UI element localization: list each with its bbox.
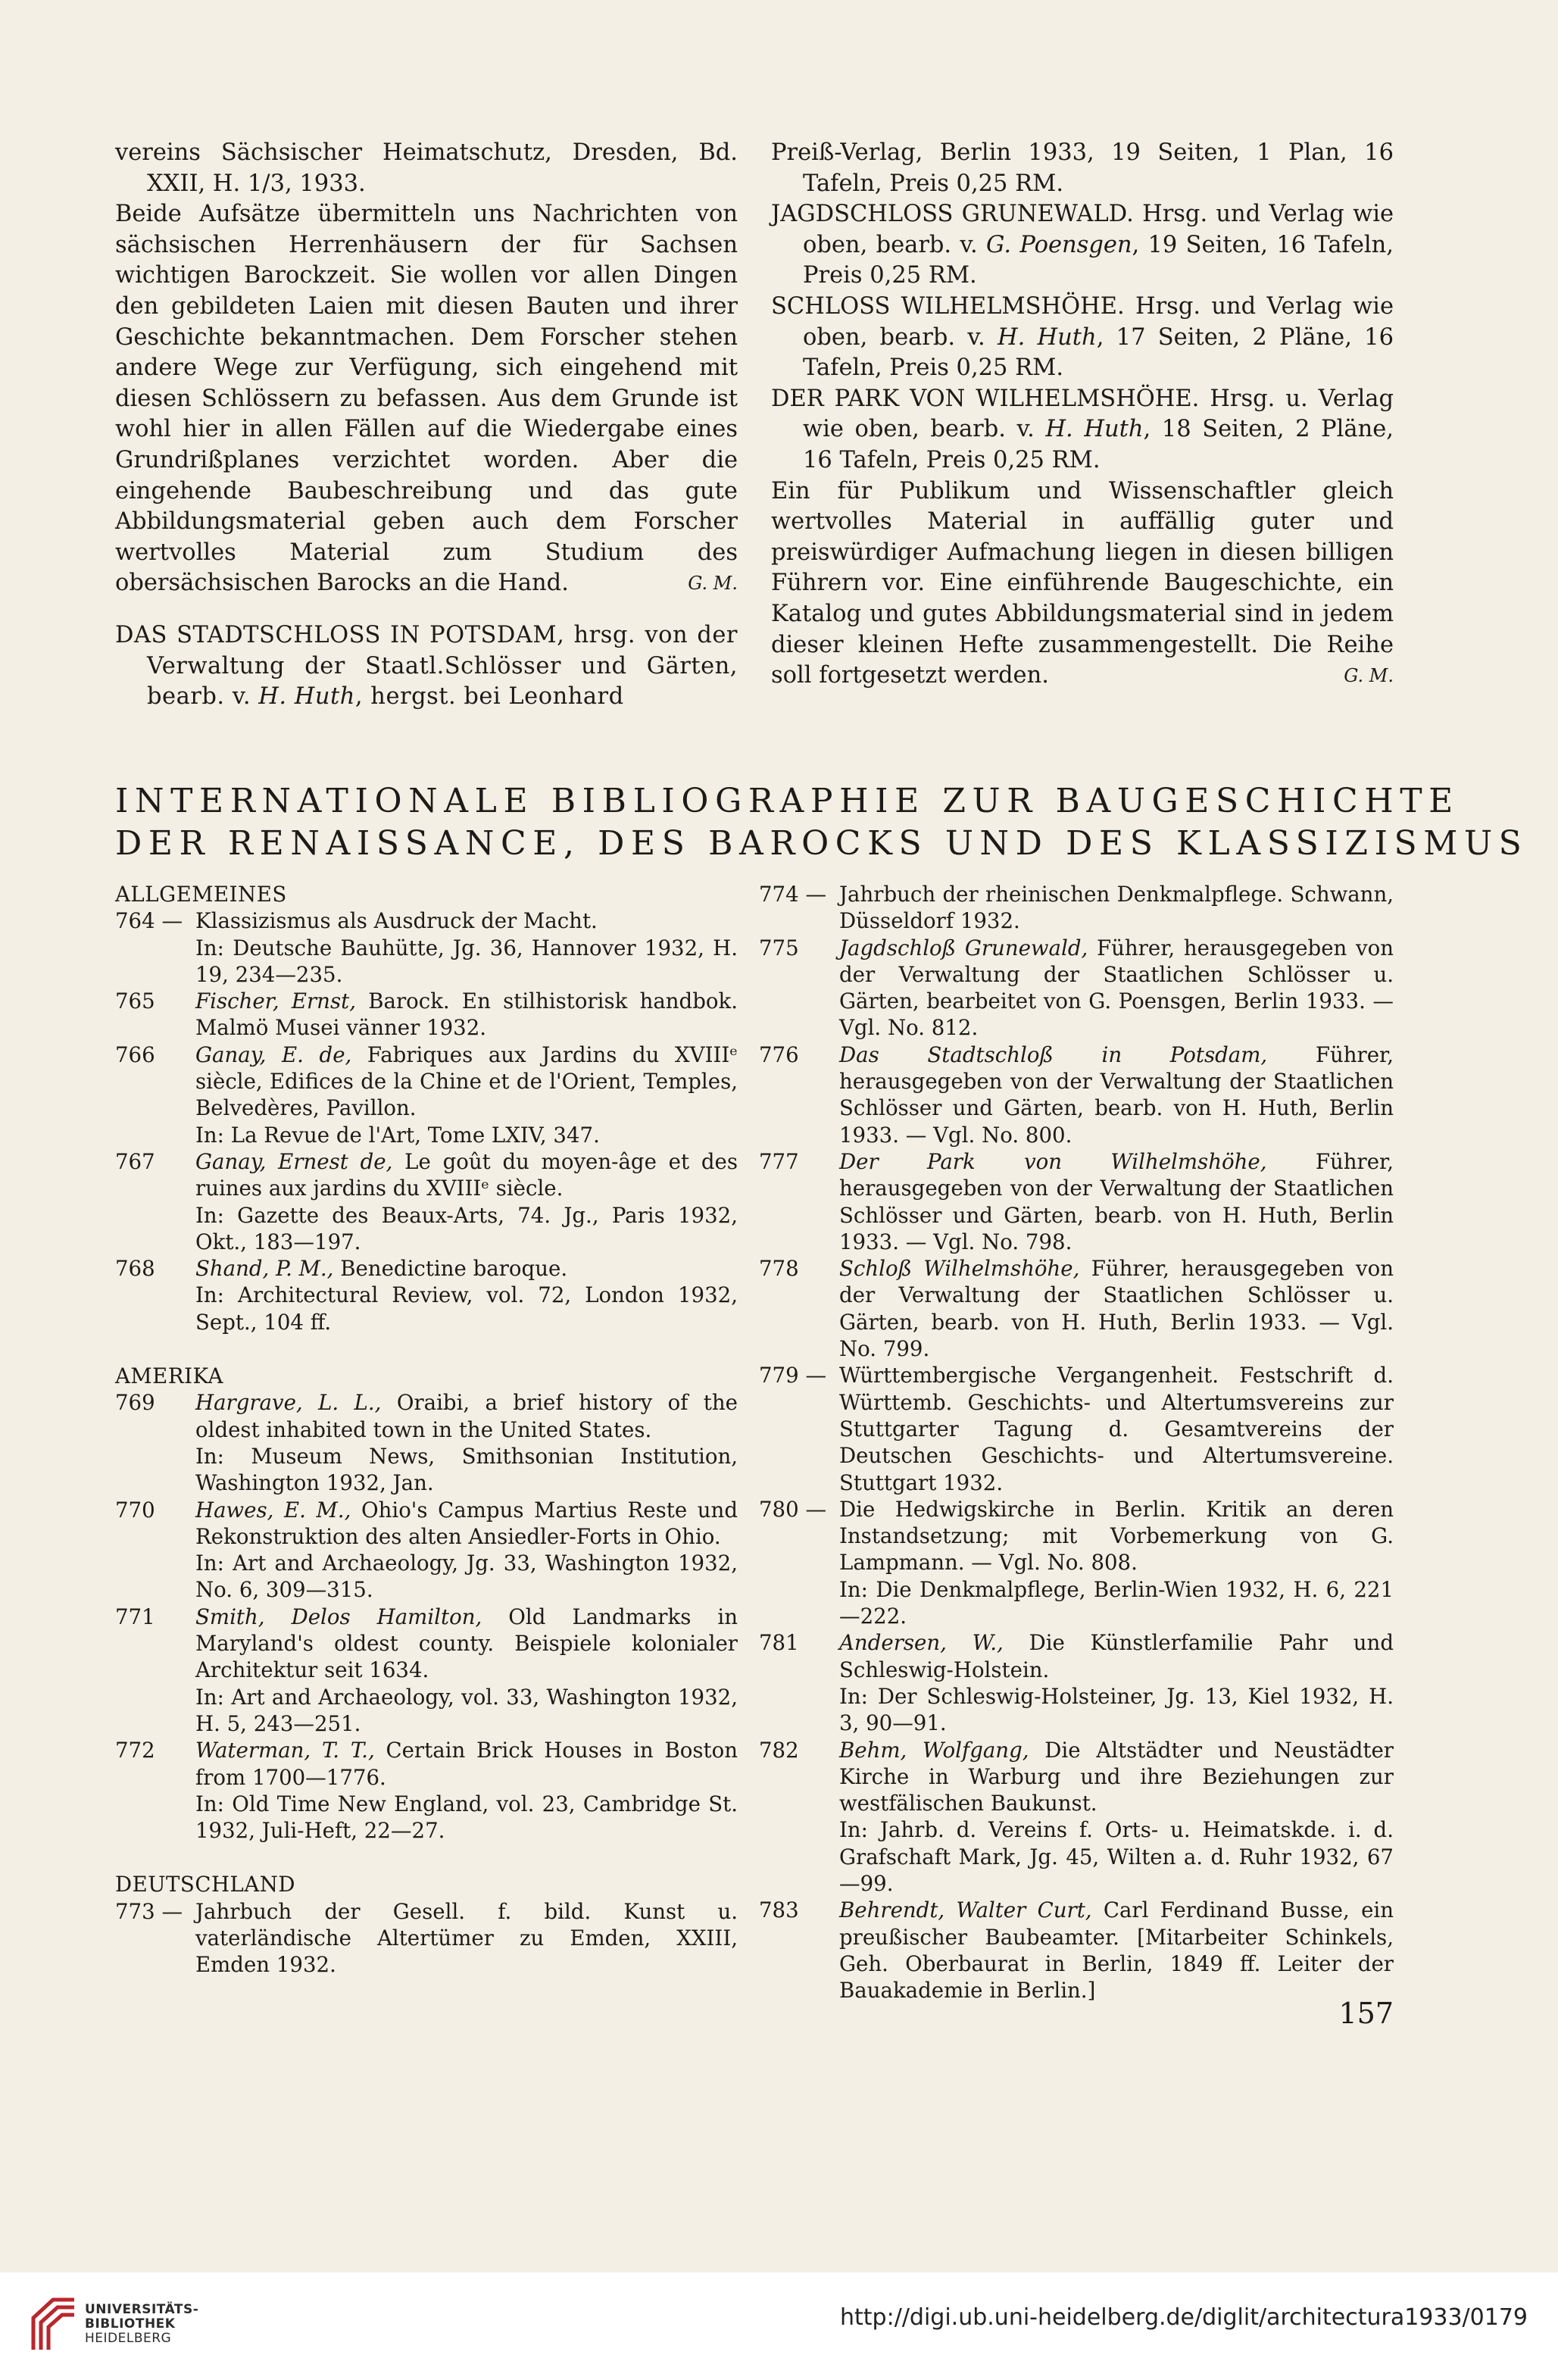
bib-entry-773: [115, 1898, 738, 1979]
review-citation-end: vereins Sächsischer Heimatschutz, Dresden, Bd. XXII, H. 1/3, 1933.: [115, 139, 738, 197]
entry-title: Oraibi, a brief history of the oldest inhabited town in the United States.: [195, 1390, 738, 1442]
entry-number: 768: [115, 1256, 155, 1282]
entry-author: Das Stadtschloß in Potsdam,: [839, 1042, 1268, 1067]
entry-number: 779 —: [759, 1363, 827, 1388]
bib-entry-780: [759, 1496, 1394, 1576]
section-headline: [115, 780, 1528, 865]
bib-entry-781: [759, 1629, 1394, 1683]
entry-title: Carl Ferdinand Busse, ein preußischer Baubeamter. [Mitarbeiter Schinkels, Geh. Oberbaurat in Berlin, 1849 ff. Leiter der Bauakademie in Berlin.]: [839, 1897, 1394, 2004]
bib-entry-774: [759, 881, 1394, 935]
entry-title: Jahrbuch der Gesell. f. bild. Kunst u. vaterländische Altertümer zu Emden, XXIII, Emden 1932.: [195, 1898, 738, 1978]
entry-number: 776: [759, 1042, 799, 1067]
review-entry-park: [771, 384, 1394, 476]
bib-entry-777: [759, 1148, 1394, 1255]
entry-number: 771: [115, 1604, 155, 1629]
review-text-right: [771, 476, 1394, 692]
entry-source: In: Art and Archaeology, vol. 33, Washington 1932, H. 5, 243—251.: [195, 1684, 738, 1736]
review-signature: G. M.: [1344, 665, 1394, 687]
review-column-left: [115, 138, 738, 713]
entry-title: Le goût du moyen-âge et des ruines aux jardins du XVIIIᵉ siècle.: [195, 1148, 738, 1201]
bib-entry-782: [759, 1737, 1394, 1817]
entry-number: 774 —: [759, 882, 827, 907]
library-logo-icon: [30, 2295, 77, 2353]
footer-bar: [0, 2272, 1558, 2380]
review-body: Ein für Publikum und Wissenschaftler gleich wertvolles Material in auffällig guter und preiswürdiger Aufmachung liegen in diesen billigen Führern vor. Eine einführende Baugeschichte, ein Katalog und gutes Abbildungsmaterial sind in jedem dieser kleinen Hefte zusammengestellt. Die Reihe soll fortgesetzt werden.: [771, 477, 1394, 689]
entry-title: Führer, herausgegeben von der Verwaltung der Staatlichen Schlösser und Gärten, bearb. von H. Huth, Berlin 1933. — Vgl. No. 800.: [839, 1042, 1394, 1148]
entry-title: Certain Brick Houses in Boston from 1700—1776.: [195, 1738, 738, 1790]
entry-title: Barock. En stilhistorisk handbok. Malmö Musei vänner 1932.: [195, 989, 738, 1041]
entry-author: H. Huth: [1045, 416, 1144, 443]
entry-title: Württembergische Vergangenheit. Festschrift d. Württemb. Geschichts- und Altertumsvereins zur Stuttgarter Tagung d. Gesamtvereins der Deutschen Geschichts- und Altertumsvereine. Stuttgart 1932.: [839, 1363, 1394, 1495]
entry-author: H. Huth: [997, 323, 1097, 351]
entry-source: In: Museum News, Smithsonian Institution, Washington 1932, Jan.: [195, 1443, 738, 1496]
bib-entry-778: [759, 1255, 1394, 1362]
review-entry-wilhelmshoehe: [771, 292, 1394, 384]
entry-author: Behm, Wolfgang,: [839, 1737, 1029, 1763]
entry-number: 777: [759, 1148, 799, 1174]
logo-line-2: BIBLIOTHEK: [85, 2316, 176, 2332]
entry-text-end: , 19 Seiten, 16 Tafeln, Preis 0,25 RM.: [803, 231, 1394, 289]
entry-title: Führer, herausgegeben von der Verwaltung der Staatlichen Schlösser u. Gärten, bearb. von H. Huth, Berlin 1933. — Vgl. No. 799.: [839, 1256, 1394, 1362]
bib-entry-769: [115, 1389, 738, 1443]
entry-author: Waterman, T. T.,: [195, 1738, 375, 1763]
entry-text-end: , 17 Seiten, 2 Pläne, 16 Tafeln, Preis 0,25 RM.: [803, 323, 1394, 382]
entry-text: DER PARK VON WILHELMSHÖHE. Hrsg. u. Verlag wie oben, bearb. v.: [771, 385, 1394, 443]
section-heading-allgemeines: ALLGEMEINES: [115, 882, 287, 907]
entry-title: Jahrbuch der rheinischen Denkmalpflege. Schwann, Düsseldorf 1932.: [839, 882, 1394, 934]
headline-line-1: INTERNATIONALE BIBLIOGRAPHIE ZUR BAUGESCHICHTE: [115, 782, 1460, 820]
entry-title: Führer, herausgegeben von der Verwaltung der Staatlichen Schlösser u. Gärten, bearbeitet von G. Poensgen, Berlin 1933. — Vgl. No. 812.: [839, 935, 1394, 1041]
entry-author: Shand, P. M.,: [195, 1256, 334, 1282]
bib-entry-772: [115, 1737, 738, 1791]
entry-source: In: Jahrb. d. Vereins f. Orts- u. Heimatskde. i. d. Grafschaft Mark, Jg. 45, Wilten a. d. Ruhr 1932, 67—99.: [839, 1817, 1394, 1896]
entry-title: Fabriques aux Jardins du XVIIIᵉ siècle, Edifices de la Chine et de l'Orient, Temples, Belvedères, Pavillon.: [195, 1042, 738, 1121]
entry-author: Schloß Wilhelmshöhe,: [839, 1256, 1080, 1282]
entry-text-end: , hergst. bei Leonhard: [354, 683, 624, 711]
entry-title: Klassizismus als Ausdruck der Macht.: [195, 908, 598, 934]
entry-title: Die Hedwigskirche in Berlin. Kritik an deren Instandsetzung; mit Vorbemerkung von G. Lampmann. — Vgl. No. 808.: [839, 1496, 1394, 1576]
entry-source: In: Old Time New England, vol. 23, Cambridge St. 1932, Juli-Heft, 22—27.: [195, 1791, 738, 1844]
bib-entry-768: [115, 1255, 738, 1282]
review-entry-stadtschloss: [115, 620, 738, 713]
section-heading-deutschland: DEUTSCHLAND: [115, 1872, 296, 1897]
bib-entry-766: [115, 1042, 738, 1122]
review-entry-continued: Preiß-Verlag, Berlin 1933, 19 Seiten, 1 Plan, 16 Tafeln, Preis 0,25 RM.: [771, 139, 1394, 197]
entry-number: 783: [759, 1897, 799, 1923]
entry-title: Ohio's Campus Martius Reste und Rekonstruktion des alten Ansiedler-Forts in Ohio.: [195, 1497, 738, 1549]
entry-source: In: Der Schleswig-Holsteiner, Jg. 13, Kiel 1932, H. 3, 90—91.: [839, 1683, 1394, 1736]
entry-number: 769: [115, 1390, 155, 1416]
entry-author: Jagdschloß Grunewald,: [839, 935, 1088, 960]
entry-author: Der Park von Wilhelmshöhe,: [839, 1148, 1267, 1174]
bib-entry-765: [115, 988, 738, 1042]
entry-number: 781: [759, 1630, 799, 1656]
review-column-right: [771, 138, 1394, 692]
bib-entry-770: [115, 1497, 738, 1551]
entry-author: Ganay, Ernest de,: [195, 1148, 393, 1174]
entry-author: Ganay, E. de,: [195, 1042, 352, 1067]
entry-author: Smith, Delos Hamilton,: [195, 1604, 482, 1629]
bib-entry-783: [759, 1897, 1394, 2004]
entry-number: 780 —: [759, 1496, 827, 1522]
section-heading-amerika: AMERIKA: [115, 1363, 223, 1389]
entry-number: 770: [115, 1497, 155, 1523]
entry-text: DAS STADTSCHLOSS IN POTSDAM, hrsg. von der Verwaltung der Staatl.Schlösser und Gärten, bearb. v.: [115, 621, 738, 711]
bib-entry-779: [759, 1362, 1394, 1495]
entry-author: H. Huth: [258, 683, 355, 711]
entry-number: 764 —: [115, 908, 183, 934]
entry-source: In: Die Denkmalpflege, Berlin-Wien 1932, H. 6, 221—222.: [839, 1576, 1394, 1629]
bib-entry-767: [115, 1148, 738, 1202]
library-logo-text: [85, 2303, 198, 2346]
bib-entry-771: [115, 1604, 738, 1684]
bib-entry-764: [115, 907, 738, 934]
bib-entry-776: [759, 1042, 1394, 1148]
entry-title: Old Landmarks in Maryland's oldest county. Beispiele kolonialer Architektur seit 1634.: [195, 1604, 738, 1683]
review-body: Beide Aufsätze übermitteln uns Nachrichten von sächsischen Herrenhäusern der für Sachsen wichtigen Barockzeit. Sie wollen vor allen Dingen den gebildeten Laien mit diesen Bauten und ihrer Geschichte bekanntmachen. Dem Forscher stehen andere Wege zur Verfügung, sich eingehend mit diesen Schlössern zu befassen. Aus dem Grunde ist wohl hier in allen Fällen auf die Wiedergabe eines Grundrißplanes verzichtet worden. Aber die eingehende Baubeschreibung und das gute Abbildungsmaterial geben auch dem Forscher wertvolles Material zum Studium des obersächsischen Barocks an die Hand.: [115, 201, 738, 597]
bibliography-column-left: [115, 881, 738, 1979]
review-entry-grunewald: [771, 199, 1394, 292]
entry-source: In: La Revue de l'Art, Tome LXIV, 347.: [195, 1122, 600, 1148]
entry-author: Hargrave, L. L.,: [195, 1390, 382, 1416]
entry-number: 767: [115, 1148, 155, 1174]
entry-text: SCHLOSS WILHELMSHÖHE. Hrsg. und Verlag wie oben, bearb. v.: [771, 292, 1394, 351]
entry-source: In: Architectural Review, vol. 72, London 1932, Sept., 104 ff.: [195, 1282, 738, 1335]
entry-number: 773 —: [115, 1898, 183, 1924]
entry-number: 766: [115, 1042, 155, 1067]
entry-source: In: Gazette des Beaux-Arts, 74. Jg., Paris 1932, Okt., 183—197.: [195, 1202, 738, 1254]
bibliography-column-right: [759, 881, 1394, 2004]
entry-number: 778: [759, 1256, 799, 1282]
page-number: 157: [1338, 1997, 1394, 2030]
entry-number: 775: [759, 935, 799, 960]
entry-source: In: Deutsche Bauhütte, Jg. 36, Hannover 1932, H. 19, 234—235.: [195, 935, 738, 987]
entry-title: Benedictine baroque.: [333, 1256, 568, 1282]
entry-text-end: , 18 Seiten, 2 Pläne, 16 Tafeln, Preis 0,25 RM.: [803, 416, 1394, 473]
entry-source: In: Art and Archaeology, Jg. 33, Washington 1932, No. 6, 309—315.: [195, 1551, 738, 1603]
review-text: [115, 199, 738, 599]
logo-line-3: HEIDELBERG: [85, 2331, 172, 2346]
entry-title: Die Altstädter und Neustädter Kirche in Warburg und ihre Beziehungen zur westfälischen Baukunst.: [839, 1737, 1394, 1816]
entry-number: 782: [759, 1737, 799, 1763]
entry-title: Führer, herausgegeben von der Verwaltung der Staatlichen Schlösser und Gärten, bearb. von H. Huth, Berlin 1933. — Vgl. No. 798.: [839, 1148, 1394, 1254]
entry-number: 772: [115, 1738, 155, 1763]
bib-entry-775: [759, 935, 1394, 1042]
entry-text: JAGDSCHLOSS GRUNEWALD. Hrsg. und Verlag wie oben, bearb. v.: [771, 201, 1394, 258]
entry-number: 765: [115, 989, 155, 1014]
entry-author: G. Poensgen: [986, 231, 1132, 258]
entry-author: Andersen, W.,: [839, 1630, 1004, 1656]
entry-author: Hawes, E. M.,: [195, 1497, 351, 1523]
review-signature: G. M.: [688, 573, 738, 595]
source-url-link[interactable]: http://digi.ub.uni-heidelberg.de/diglit/architectura1933/0179: [840, 2304, 1528, 2331]
entry-title: Die Künstlerfamilie Pahr und Schleswig-Holstein.: [839, 1630, 1394, 1682]
headline-line-2: DER RENAISSANCE, DES BAROCKS UND DES KLASSIZISMUS: [115, 824, 1528, 863]
entry-author: Behrendt, Walter Curt,: [839, 1897, 1092, 1923]
logo-line-1: UNIVERSITÄTS-: [85, 2302, 199, 2317]
entry-author: Fischer, Ernst,: [195, 989, 356, 1014]
